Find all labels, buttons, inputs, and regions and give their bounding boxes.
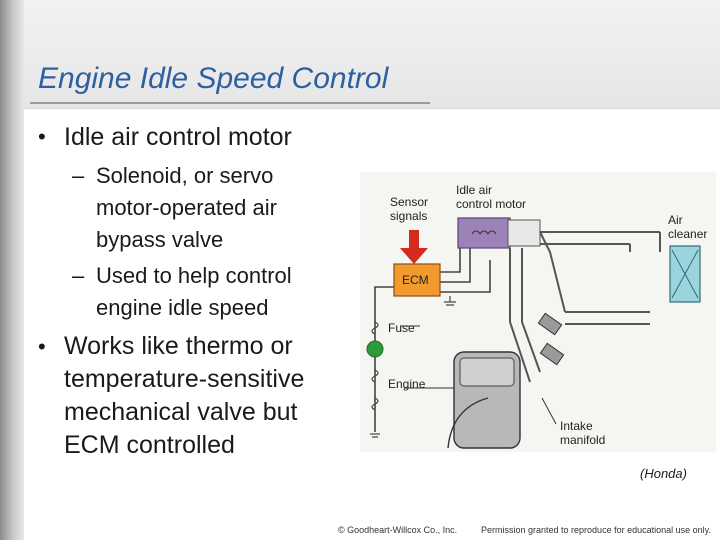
bullet-2-line-1: Works like thermo or	[64, 332, 293, 360]
sensor-signals-label: Sensor	[390, 195, 429, 209]
sub-bullet-marker: –	[72, 163, 85, 188]
bullet-marker: •	[38, 124, 46, 149]
sub-bullet-1-line-2: motor-operated air	[96, 195, 277, 220]
ecm-label: ECM	[402, 273, 429, 287]
engine-label: Engine	[388, 377, 426, 391]
air-cleaner-label: Air	[668, 213, 683, 227]
idle-air-control-label: control motor	[456, 197, 527, 211]
title-underline	[30, 102, 430, 104]
image-credit: (Honda)	[640, 466, 687, 481]
left-decorative-strip	[0, 0, 24, 540]
footer-permission: Permission granted to reproduce for educational use only.	[481, 525, 711, 535]
sub-bullet-2-line-2: engine idle speed	[96, 295, 269, 320]
air-passage	[510, 232, 660, 382]
sub-bullet-marker: –	[72, 263, 85, 288]
sub-bullet-2-line-1: Used to help control	[96, 263, 292, 288]
injector-icon	[538, 313, 563, 364]
bullet-2-line-2: temperature-sensitive	[64, 365, 305, 393]
fuse-label: Fuse	[388, 321, 415, 335]
arrow-icon	[400, 230, 428, 264]
sensor-signals-label: signals	[390, 209, 428, 223]
valve-body	[508, 220, 540, 246]
idle-control-diagram	[360, 172, 716, 452]
sub-bullet-1-line-1: Solenoid, or servo	[96, 163, 274, 188]
idle-air-control-label: Idle air	[456, 183, 493, 197]
ground-symbol	[370, 296, 456, 437]
intake-manifold-label: manifold	[560, 433, 606, 447]
bullet-2-line-4: ECM controlled	[64, 431, 235, 459]
air-cleaner-label: cleaner	[668, 227, 708, 241]
bullet-1-text: Idle air control motor	[64, 123, 292, 151]
sub-bullet-1-line-3: bypass valve	[96, 227, 224, 252]
footer-copyright: © Goodheart-Willcox Co., Inc.	[338, 525, 458, 535]
bullet-2-line-3: mechanical valve but	[64, 398, 298, 426]
bullet-marker: •	[38, 334, 46, 359]
fuse-icon	[367, 341, 383, 357]
idle-air-motor-housing	[458, 218, 510, 248]
intake-manifold-label: Intake	[560, 419, 593, 433]
slide-title: Engine Idle Speed Control	[38, 62, 389, 95]
diagram-svg	[360, 172, 716, 452]
